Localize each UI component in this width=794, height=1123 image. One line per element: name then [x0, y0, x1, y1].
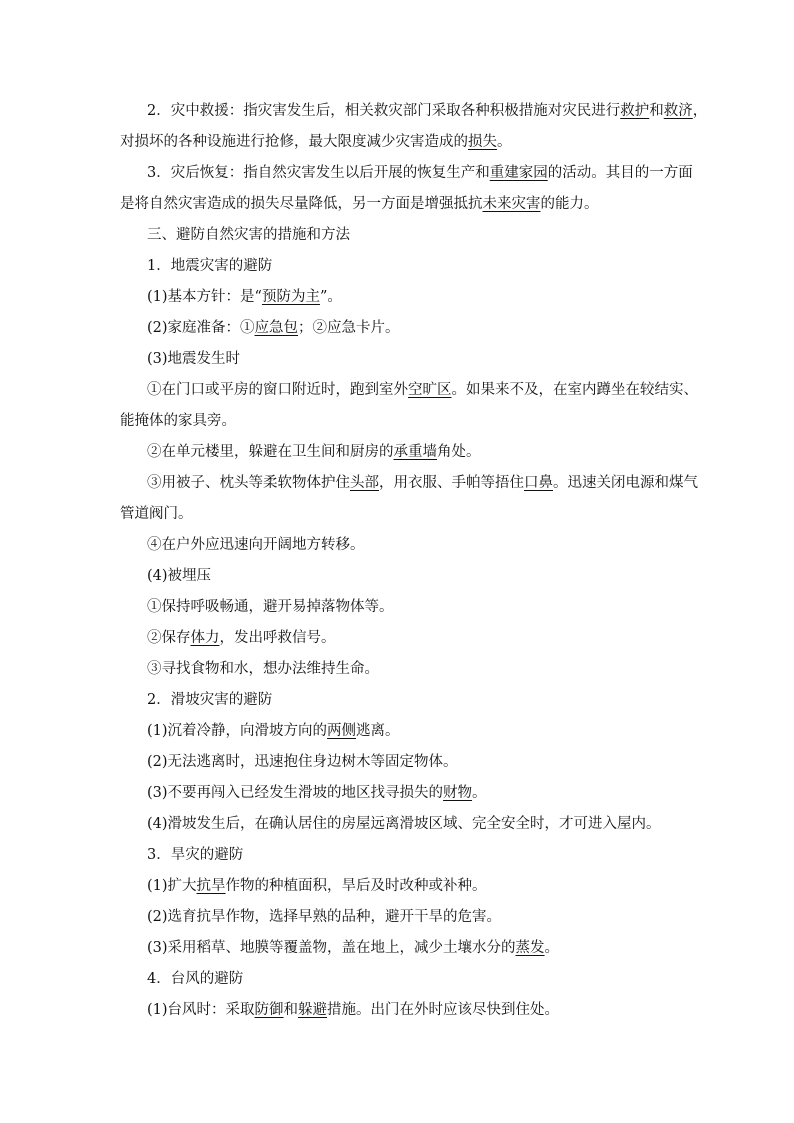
text-line — [0, 685, 794, 716]
text-line — [0, 468, 794, 499]
text-segment: (3)不要再闯入已经发生滑坡的地区找寻损失的 — [147, 785, 444, 801]
underlined-keyword: 应急包 — [254, 320, 299, 336]
underlined-keyword: 抗旱 — [196, 878, 226, 894]
text-segment: (1)台风时：采取 — [147, 1002, 255, 1018]
text-line — [0, 840, 794, 871]
text-line — [0, 747, 794, 778]
text-segment: 管道阀门。 — [120, 506, 193, 522]
underlined-keyword: 体力 — [190, 630, 220, 646]
underlined-keyword: 口鼻 — [524, 475, 553, 491]
text-segment: 。 — [472, 785, 487, 801]
text-segment: 的能力。 — [540, 196, 599, 212]
text-segment: ④在户外应迅速向开阔地方转移。 — [147, 537, 365, 553]
text-segment: (1)沉着冷静，向滑坡方向的 — [147, 723, 328, 739]
text-line — [0, 716, 794, 747]
text-segment: ①保持呼吸畅通，避开易掉落物体等。 — [147, 599, 394, 615]
text-segment: ②在单元楼里，躲避在卫生间和厨房的 — [147, 444, 394, 460]
text-segment: 三、避防自然灾害的措施和方法 — [147, 227, 350, 243]
text-line — [0, 871, 794, 902]
text-segment: ”。 — [319, 289, 342, 305]
underlined-keyword: 损失 — [468, 134, 497, 150]
text-segment: (3)地震发生时 — [147, 351, 241, 367]
text-segment: ，发出呼救信号。 — [219, 630, 336, 646]
underlined-keyword: 救济 — [663, 103, 693, 119]
text-segment: (4)被埋压 — [147, 568, 212, 584]
text-line — [0, 592, 794, 623]
text-segment: (1)基本方针：是“ — [147, 289, 262, 305]
text-segment: (2)选育抗旱作物，选择早熟的品种，避开干旱的危害。 — [147, 909, 502, 925]
text-line — [0, 313, 794, 344]
text-line — [0, 96, 794, 127]
underlined-keyword: 承重墙 — [393, 444, 437, 460]
text-segment: ③用被子、枕头等柔软物体护住 — [147, 475, 350, 491]
text-segment: 对损坏的各种设施进行抢修，最大限度减少灾害造成的 — [120, 134, 468, 150]
underlined-keyword: 救护 — [620, 103, 650, 119]
underlined-keyword: 空旷区 — [408, 382, 452, 398]
text-line — [0, 654, 794, 685]
text-segment: 2．滑坡灾害的避防 — [147, 692, 273, 708]
underlined-keyword: 财物 — [443, 785, 473, 801]
text-segment: 1．地震灾害的避防 — [147, 258, 273, 274]
text-segment: 和 — [283, 1002, 299, 1018]
text-segment: 逃离。 — [356, 723, 400, 739]
text-line — [0, 158, 794, 189]
underlined-keyword: 头部 — [350, 475, 379, 491]
text-line — [0, 220, 794, 251]
text-line-continuation — [0, 406, 794, 437]
text-line — [0, 778, 794, 809]
text-segment: 。迅速关闭电源和煤气 — [553, 475, 698, 491]
text-line — [0, 437, 794, 468]
text-segment: 是将自然灾害造成的损失尽量降低，另一方面是增强抵抗 — [120, 196, 483, 212]
text-line — [0, 623, 794, 654]
text-segment: 。如果来不及，在室内蹲坐在较结实、 — [451, 382, 698, 398]
underlined-keyword: 防御 — [254, 1002, 284, 1018]
text-line — [0, 561, 794, 592]
text-line — [0, 344, 794, 375]
text-segment: ①在门口或平房的窗口附近时，跑到室外 — [147, 382, 408, 398]
text-segment: 作物的种植面积，旱后及时改种或补种。 — [225, 878, 487, 894]
text-segment: 2．灾中救援：指灾害发生后，相关救灾部门采取各种积极措施对灾民进行 — [147, 103, 621, 119]
text-line-continuation — [0, 499, 794, 530]
underlined-keyword: 预防为主 — [261, 289, 320, 305]
text-line — [0, 933, 794, 964]
text-line-continuation — [0, 189, 794, 220]
text-line — [0, 964, 794, 995]
underlined-keyword: 躲避 — [298, 1002, 328, 1018]
text-segment: ， — [692, 103, 708, 119]
text-segment: 3．旱灾的避防 — [147, 847, 244, 863]
text-segment: 3．灾后恢复：指自然灾害发生以后开展的恢复生产和 — [147, 165, 490, 181]
document-body — [0, 96, 794, 1026]
text-segment: ③寻找食物和水，想办法维持生命。 — [147, 661, 379, 677]
text-segment: ；②应急卡片。 — [298, 320, 400, 336]
underlined-keyword: 重建家园 — [489, 165, 548, 181]
text-segment: 能掩体的家具旁。 — [120, 413, 236, 429]
text-segment: (4)滑坡发生后，在确认居住的房屋远离滑坡区域、完全安全时，才可进入屋内。 — [147, 816, 661, 832]
text-line-continuation — [0, 127, 794, 158]
text-segment: 措施。出门在外时应该尽快到住处。 — [327, 1002, 560, 1018]
text-line — [0, 251, 794, 282]
text-segment: 。 — [544, 940, 560, 956]
text-segment: 角处。 — [437, 444, 481, 460]
text-line — [0, 995, 794, 1026]
text-segment: 。 — [497, 134, 512, 150]
text-segment: 4．台风的避防 — [147, 971, 244, 987]
underlined-keyword: 蒸发 — [515, 940, 545, 956]
text-segment: ，用衣服、手帕等捂住 — [379, 475, 524, 491]
text-line — [0, 530, 794, 561]
underlined-keyword: 两侧 — [327, 723, 357, 739]
text-line — [0, 282, 794, 313]
text-segment: 的活动。其目的一方面 — [547, 165, 693, 181]
text-segment: ②保存 — [147, 630, 191, 646]
text-segment: (1)扩大 — [147, 878, 197, 894]
text-segment: (2)无法逃离时，迅速抱住身边树木等固定物体。 — [147, 754, 458, 770]
text-line — [0, 375, 794, 406]
text-segment: (3)采用稻草、地膜等覆盖物，盖在地上，减少土壤水分的 — [147, 940, 516, 956]
underlined-keyword: 未来灾害 — [482, 196, 541, 212]
text-segment: 和 — [649, 103, 664, 119]
text-segment: (2)家庭准备：① — [147, 320, 255, 336]
text-line — [0, 809, 794, 840]
text-line — [0, 902, 794, 933]
